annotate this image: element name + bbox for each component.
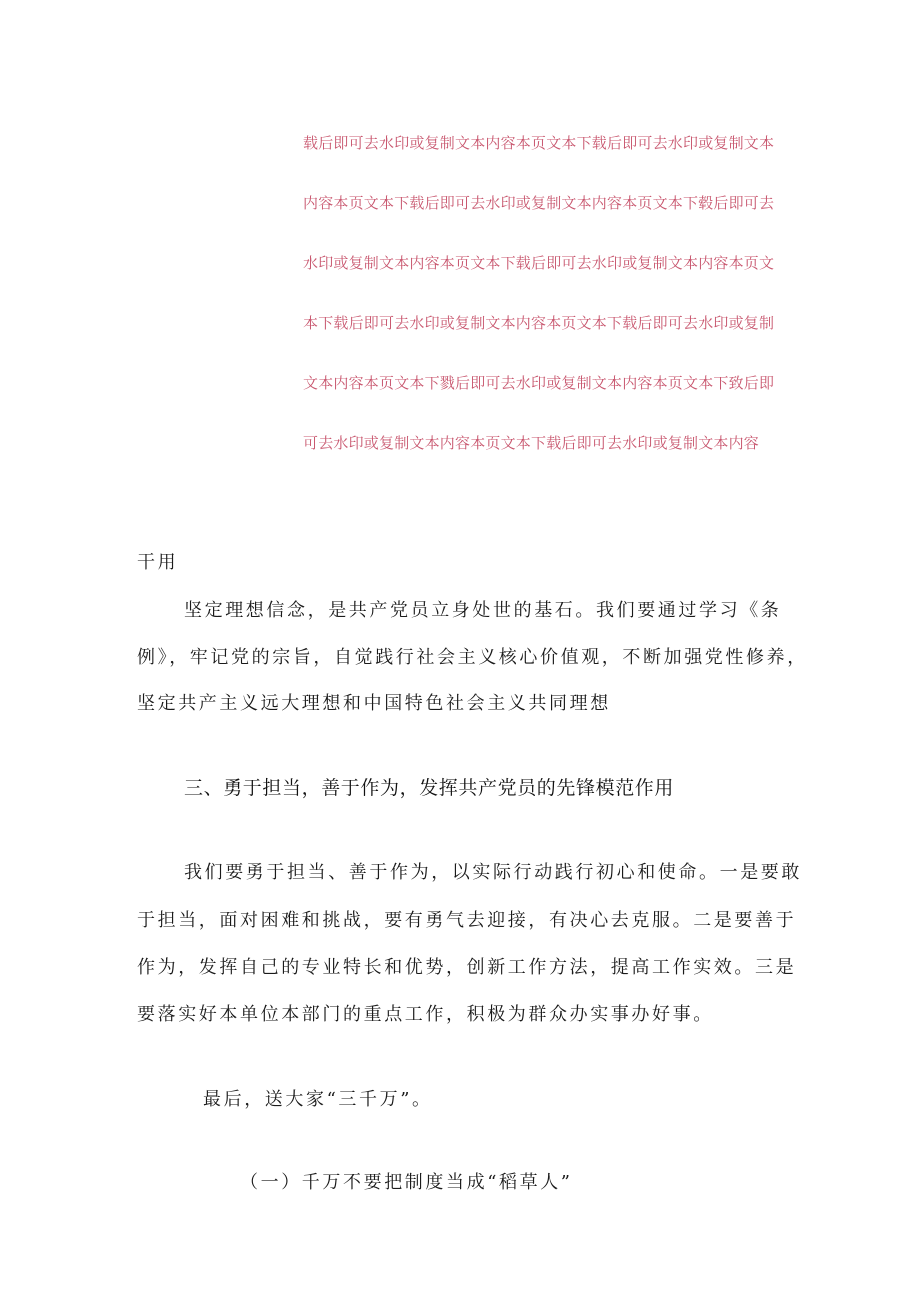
section-heading-3: 三、勇于担当，善于作为，发挥共产党员的先锋模范作用 bbox=[184, 777, 675, 799]
subheading-1: （一）千万不要把制度当成“稻草人” bbox=[240, 1172, 573, 1193]
watermark-line: 文本内容本页文本下戮后即可去水印或复制文本内容本页文本下致后即 bbox=[303, 374, 775, 392]
watermark-line: 内容本页文本下载后即可去水印或复制文本内容本页文本下毂后即可去 bbox=[303, 194, 775, 212]
text-fragment: 干用 bbox=[137, 552, 179, 573]
closing-sentence: 最后，送大家“三千万”。 bbox=[203, 1089, 433, 1110]
paragraph-1-line: 例》，牢记党的宗旨，自觉践行社会主义核心价值观，不断加强党性修养， bbox=[137, 647, 808, 668]
watermark-line: 载后即可去水印或复制文本内容本页文本下载后即可去水印或复制文本 bbox=[303, 134, 775, 152]
watermark-line: 可去水印或复制文本内容本页文本下载后即可去水印或复制文本内容 bbox=[303, 434, 760, 452]
paragraph-2-line: 要落实好本单位本部门的重点工作，积极为群众办实事办好事。 bbox=[137, 1004, 714, 1025]
watermark-line: 水印或复制文本内容本页文本下载后即可去水印或复制文本内容本页文 bbox=[303, 254, 775, 272]
watermark-text-block bbox=[303, 128, 793, 488]
paragraph-1-line: 坚定共产主义远大理想和中国特色社会主义共同理想 bbox=[137, 693, 611, 714]
watermark-line: 本下载后即可去水印或复制文本内容本页文本下载后即可去水印或复制 bbox=[303, 314, 775, 332]
paragraph-1-line: 坚定理想信念，是共产党员立身处世的基石。我们要通过学习《条 bbox=[184, 600, 782, 621]
paragraph-2-line: 作为，发挥自己的专业特长和优势，创新工作方法，提高工作实效。三是 bbox=[137, 957, 797, 978]
paragraph-2-line: 我们要勇于担当、善于作为，以实际行动践行初心和使命。一是要敢 bbox=[184, 862, 802, 883]
paragraph-2-line: 于担当，面对困难和挑战，要有勇气去迎接，有决心去克服。二是要善于 bbox=[137, 910, 797, 931]
